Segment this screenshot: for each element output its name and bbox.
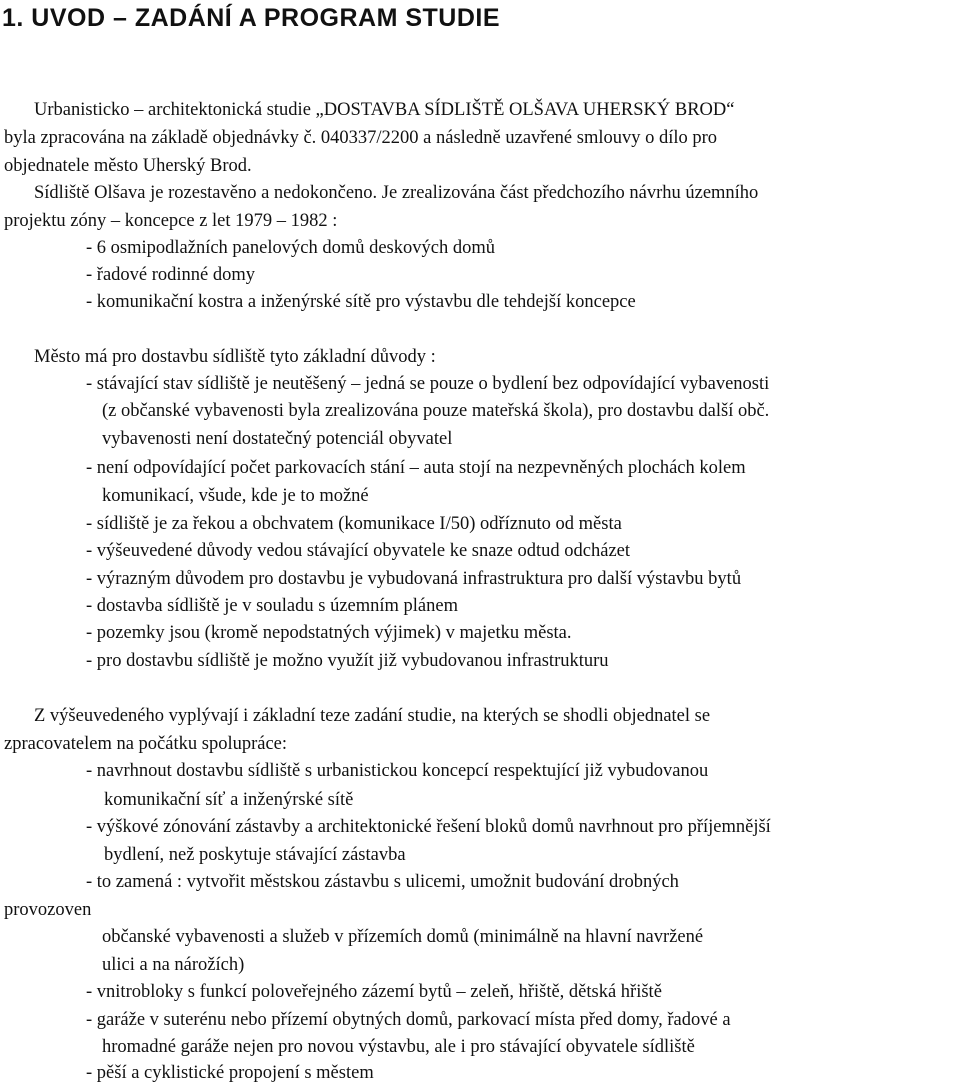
list-item-continuation: (z občanské vybavenosti byla zrealizována pouze mateřská škola), pro dostavbu další obč.	[102, 401, 770, 421]
list-item-continuation: komunikací, všude, kde je to možné	[102, 486, 369, 506]
list-item-continuation: komunikační síť a inženýrské sítě	[104, 790, 354, 810]
list-item: - komunikační kostra a inženýrské sítě pro výstavbu dle tehdejší koncepce	[86, 292, 636, 312]
list-item-continuation: provozoven	[4, 900, 92, 920]
list-item-continuation: vybavenosti není dostatečný potenciál obyvatel	[102, 429, 453, 449]
section-lead: zpracovatelem na počátku spolupráce:	[4, 734, 288, 754]
list-item: - pro dostavbu sídliště je možno využít již vybudovanou infrastrukturu	[86, 651, 609, 671]
list-item: - navrhnout dostavbu sídliště s urbanistickou koncepcí respektující již vybudovanou	[86, 761, 709, 781]
section-lead: Město má pro dostavbu sídliště tyto základní důvody :	[34, 347, 436, 367]
intro-line: objednatele město Uherský Brod.	[4, 156, 252, 176]
list-item: - garáže v suterénu nebo přízemí obytných domů, parkovací místa před domy, řadové a	[86, 1010, 731, 1030]
list-item-continuation: ulici a na nárožích)	[102, 955, 245, 975]
list-item: - výškové zónování zástavby a architektonické řešení bloků domů navrhnout pro příjemnější	[86, 817, 771, 837]
list-item: - výrazným důvodem pro dostavbu je vybudovaná infrastruktura pro další výstavbu bytů	[86, 569, 742, 589]
list-item: - dostavba sídliště je v souladu s územním plánem	[86, 596, 458, 616]
list-item-continuation: občanské vybavenosti a služeb v přízemích domů (minimálně na hlavní navržené	[102, 927, 704, 947]
list-item: - to zamená : vytvořit městskou zástavbu s ulicemi, umožnit budování drobných	[86, 872, 679, 892]
intro-line: Urbanisticko – architektonická studie „DOSTAVBA SÍDLIŠTĚ OLŠAVA UHERSKÝ BROD“	[34, 100, 735, 120]
list-item: - vnitrobloky s funkcí poloveřejného zázemí bytů – zeleň, hřiště, dětská hřiště	[86, 982, 662, 1002]
intro-line: Sídliště Olšava je rozestavěno a nedokončeno. Je zrealizována část předchozího návrhu územního	[34, 183, 759, 203]
intro-line: byla zpracována na základě objednávky č. 040337/2200 a následně uzavřené smlouvy o dílo pro	[4, 128, 718, 148]
section-lead: Z výšeuvedeného vyplývají i základní teze zadání studie, na kterých se shodli objednatel se	[34, 706, 711, 726]
list-item-continuation: bydlení, než poskytuje stávající zástavba	[104, 845, 406, 865]
list-item: - pozemky jsou (kromě nepodstatných výjimek) v majetku města.	[86, 623, 572, 643]
list-item: - není odpovídající počet parkovacích stání – auta stojí na nezpevněných plochách kolem	[86, 458, 746, 478]
list-item: - 6 osmipodlažních panelových domů deskových domů	[86, 238, 495, 258]
list-item: - pěší a cyklistické propojení s městem	[86, 1063, 374, 1083]
list-item: - řadové rodinné domy	[86, 265, 256, 285]
list-item: - sídliště je za řekou a obchvatem (komunikace I/50) odříznuto od města	[86, 514, 622, 534]
list-item: - výšeuvedené důvody vedou stávající obyvatele ke snaze odtud odcházet	[86, 541, 631, 561]
page-title: 1. UVOD – ZADÁNÍ A PROGRAM STUDIE	[2, 4, 501, 32]
list-item-continuation: hromadné garáže nejen pro novou výstavbu, ale i pro stávající obyvatele sídliště	[102, 1037, 695, 1057]
list-item: - stávající stav sídliště je neutěšený – jedná se pouze o bydlení bez odpovídající vybavenosti	[86, 374, 770, 394]
intro-line: projektu zóny – koncepce z let 1979 – 1982 :	[4, 211, 338, 231]
